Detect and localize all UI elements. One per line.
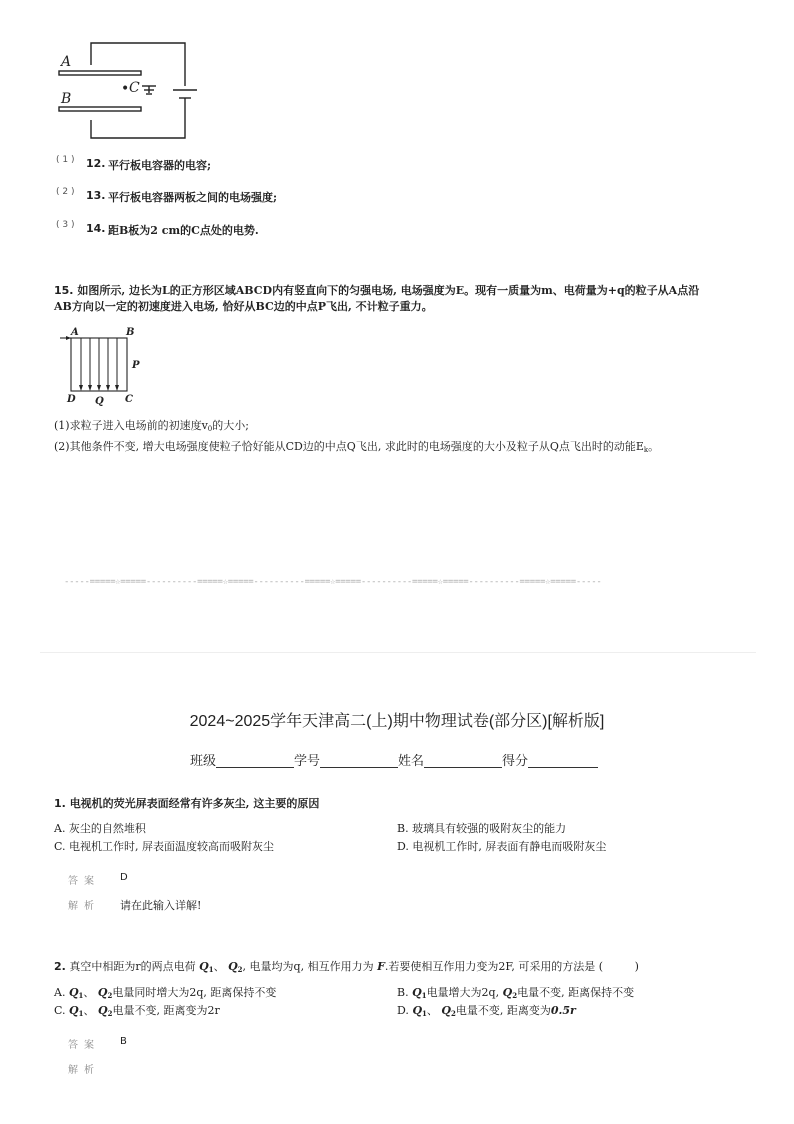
field-class-label: 班级 bbox=[190, 753, 217, 768]
separator: 、 bbox=[213, 960, 225, 973]
question-15-part2 bbox=[54, 438, 659, 459]
corner-a-label: A bbox=[71, 327, 79, 338]
subquestion-13 bbox=[56, 184, 278, 204]
comma: , bbox=[242, 960, 247, 973]
option-letter: D. bbox=[397, 1004, 409, 1017]
option-text: 电量同时增大为2q, 距离保持不变 bbox=[112, 986, 277, 999]
question-number: 1. bbox=[54, 797, 66, 810]
q1-subscript: 1 bbox=[78, 991, 84, 1000]
question-stem-line2: AB方向以一定的初速度进入电场, 恰好从BC边的中点P飞出, 不计粒子重力。 bbox=[54, 300, 433, 313]
force-symbol: F bbox=[377, 960, 385, 973]
question-2-answer: B bbox=[120, 1036, 127, 1047]
q2-symbol: Q bbox=[97, 986, 108, 999]
field-score-blank[interactable] bbox=[528, 753, 598, 768]
q2-subscript: 2 bbox=[107, 1009, 113, 1018]
question-2-answer-label: 答案 bbox=[68, 1040, 100, 1051]
separator: 、 bbox=[426, 1004, 438, 1017]
part1-text: (1)求粒子进入电场前的初速度v bbox=[54, 419, 208, 432]
point-c-dot: • bbox=[121, 81, 130, 97]
q1-symbol: Q bbox=[412, 1004, 423, 1017]
q2-subscript: 2 bbox=[107, 991, 113, 1000]
separator: 、 bbox=[83, 1004, 95, 1017]
subquestion-marker: ( 1 ) bbox=[56, 155, 75, 165]
plate-b-label: B bbox=[61, 91, 72, 107]
q1-symbol: Q bbox=[69, 1004, 79, 1017]
corner-c-label: C bbox=[125, 394, 133, 405]
q1-subscript: 1 bbox=[422, 1009, 427, 1018]
subquestion-text: 平行板电容器的电容; bbox=[108, 159, 212, 172]
separator: 、 bbox=[83, 986, 95, 999]
q2-symbol: Q bbox=[441, 1004, 451, 1017]
question-1-analysis-label: 解析 bbox=[68, 901, 100, 912]
question-2-stem bbox=[54, 958, 639, 974]
subquestion-marker: ( 2 ) bbox=[56, 187, 75, 197]
exam-title: 2024~2025学年天津高二(上)期中物理试卷(部分区)[解析版] bbox=[189, 713, 605, 730]
q1-subscript: 1 bbox=[421, 991, 427, 1000]
question-15-stem bbox=[54, 283, 744, 315]
capacitor-diagram bbox=[55, 38, 205, 143]
question-stem: 电视机的荧光屏表面经常有许多灰尘, 这主要的原因 bbox=[69, 797, 320, 810]
section-divider: -----=====☆=====----------=====☆=====----------=====☆=====----------=====☆=====----------=====☆=====----- bbox=[64, 577, 602, 587]
option-text-mid: 电量增大为2q, bbox=[426, 986, 500, 999]
stem-part-c: .若要使相互作用力变为2F, 可采用的方法是 ( bbox=[384, 960, 604, 973]
corner-b-label: B bbox=[126, 327, 135, 338]
q1-symbol: Q bbox=[199, 960, 209, 973]
question-2-option-d bbox=[397, 1002, 576, 1018]
page-break-line bbox=[40, 652, 756, 653]
question-1-answer: D bbox=[120, 872, 128, 883]
subquestion-marker: ( 3 ) bbox=[56, 220, 75, 230]
field-id-blank[interactable] bbox=[320, 753, 398, 768]
field-name-blank[interactable] bbox=[424, 753, 502, 768]
q2-subscript: 2 bbox=[451, 1009, 456, 1018]
option-letter: C. bbox=[54, 1004, 66, 1017]
point-p-label: P bbox=[132, 360, 140, 371]
field-id-label: 学号 bbox=[294, 753, 321, 768]
plate-a-label: A bbox=[61, 54, 72, 70]
subquestion-text: 平行板电容器两板之间的电场强度; bbox=[108, 191, 278, 204]
option-text: 电量不变, 距离变为 bbox=[455, 1004, 551, 1017]
q1-symbol: Q bbox=[68, 986, 79, 999]
option-value: 0.5r bbox=[550, 1004, 576, 1017]
part1-end: 的大小; bbox=[212, 419, 249, 432]
part2-end: 。 bbox=[648, 440, 660, 453]
stem-end: ) bbox=[634, 960, 639, 973]
question-2-option-a bbox=[54, 984, 276, 1000]
field-class-blank[interactable] bbox=[216, 753, 294, 768]
question-number: 2. bbox=[54, 960, 66, 973]
question-2-analysis-label: 解析 bbox=[68, 1065, 100, 1076]
question-1-option-d: D. 电视机工作时, 屏表面有静电而吸附灰尘 bbox=[397, 840, 607, 853]
question-15-part1 bbox=[54, 417, 659, 438]
stem-part-a: 真空中相距为r的两点电荷 bbox=[69, 960, 196, 973]
question-1-option-c: C. 电视机工作时, 屏表面温度较高而吸附灰尘 bbox=[54, 840, 275, 853]
question-1-answer-label: 答案 bbox=[68, 876, 100, 887]
question-number: 15. bbox=[54, 284, 74, 297]
question-stem-line1: 如图所示, 边长为L的正方形区域ABCD内有竖直向下的匀强电场, 电场强度为E。现有一质量为m、电荷量为+q的粒子从A点沿 bbox=[77, 284, 700, 297]
question-2-option-b bbox=[397, 984, 634, 1000]
question-1-option-b: B. 玻璃具有较强的吸附灰尘的能力 bbox=[397, 822, 567, 835]
student-info-fields bbox=[190, 750, 598, 769]
option-text: 电量不变, 距离保持不变 bbox=[517, 986, 635, 999]
q1-subscript: 1 bbox=[208, 965, 214, 974]
question-1-option-a: A. 灰尘的自然堆积 bbox=[54, 822, 146, 835]
q2-subscript: 2 bbox=[237, 965, 243, 974]
question-1-stem bbox=[54, 795, 319, 811]
option-letter: B. bbox=[397, 986, 409, 999]
option-letter: A. bbox=[54, 986, 66, 999]
subquestion-14 bbox=[56, 217, 259, 237]
option-text: 电量不变, 距离变为2r bbox=[112, 1004, 220, 1017]
field-score-label: 得分 bbox=[502, 753, 529, 768]
point-c-label: C bbox=[129, 80, 140, 96]
q1-subscript: 1 bbox=[78, 1009, 84, 1018]
subquestion-number: 12. bbox=[86, 157, 106, 170]
subquestion-number: 13. bbox=[86, 189, 106, 202]
q2-subscript: 2 bbox=[512, 991, 518, 1000]
point-q-label: Q bbox=[95, 396, 104, 407]
part1-subscript: 0 bbox=[207, 425, 213, 433]
question-1-analysis: 请在此输入详解! bbox=[120, 899, 202, 912]
subquestion-number: 14. bbox=[86, 222, 106, 235]
part2-subscript: k bbox=[643, 446, 649, 454]
question-15-parts bbox=[54, 417, 659, 459]
q2-symbol: Q bbox=[502, 986, 513, 999]
question-2-option-c bbox=[54, 1002, 220, 1018]
corner-d-label: D bbox=[67, 394, 76, 405]
field-name-label: 姓名 bbox=[398, 753, 425, 768]
subquestion-text: 距B板为2 cm的C点处的电势. bbox=[108, 224, 259, 237]
field-square-diagram bbox=[54, 325, 154, 407]
q2-symbol: Q bbox=[98, 1004, 108, 1017]
stem-part-b: 电量均为q, 相互作用力为 bbox=[249, 960, 374, 973]
part2-text: (2)其他条件不变, 增大电场强度使粒子恰好能从CD边的中点Q飞出, 求此时的电场强度的大小及粒子从Q点飞出时的动能E bbox=[54, 440, 644, 453]
q1-symbol: Q bbox=[412, 986, 422, 999]
q2-symbol: Q bbox=[228, 960, 238, 973]
subquestion-12 bbox=[56, 152, 212, 172]
